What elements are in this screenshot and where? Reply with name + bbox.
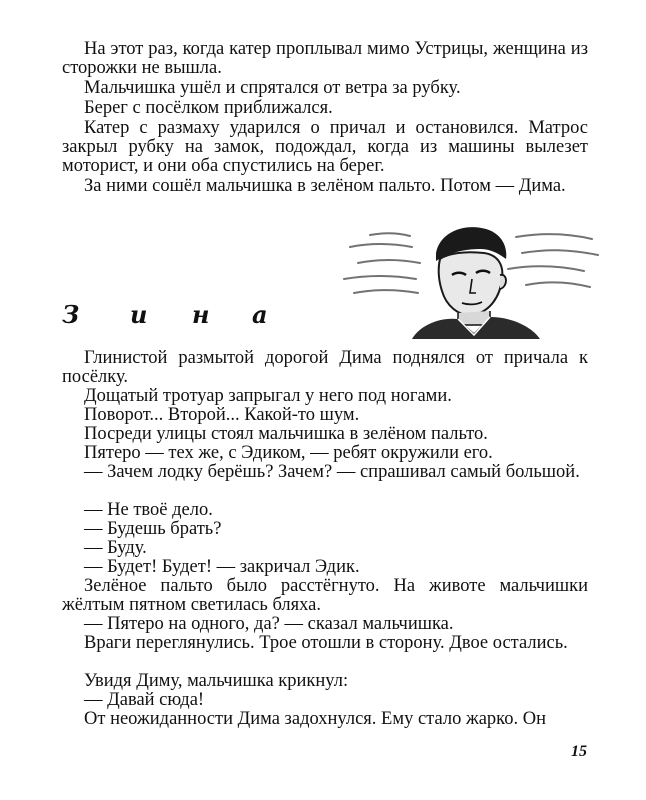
paragraph: На этот раз, когда катер проплывал мимо Устрицы, женщина из сторожки не вышла.	[62, 39, 588, 78]
paragraph: Враги переглянулись. Трое отошли в сторону. Двое остались.	[84, 633, 568, 653]
paragraph: — Давай сюда!	[84, 690, 205, 710]
heading-letter: и	[130, 300, 148, 329]
boy-portrait-illustration	[340, 213, 602, 339]
heading-letter: н	[192, 300, 210, 329]
paragraph: — Будет! Будет! — закричал Эдик.	[84, 557, 360, 577]
paragraph: — Не твоё дело.	[84, 500, 213, 520]
paragraph: Увидя Диму, мальчишка крикнул:	[84, 671, 349, 691]
heading-letter: а	[252, 300, 268, 329]
paragraph: Поворот... Второй... Какой-то шум.	[84, 405, 360, 425]
paragraph: Пятеро — тех же, с Эдиком, — ребят окружили его.	[84, 443, 493, 463]
paragraph: — Пятеро на одного, да? — сказал мальчишка.	[84, 614, 454, 634]
paragraph: Посреди улицы стоял мальчишка в зелёном пальто.	[84, 424, 488, 444]
paragraph: За ними сошёл мальчишка в зелёном пальто. Потом — Дима.	[84, 176, 566, 196]
paragraph: — Будешь брать?	[84, 519, 222, 539]
heading-letter: З	[62, 300, 80, 329]
paragraph: Дощатый тротуар запрыгал у него под ногами.	[84, 386, 452, 406]
paragraph: — Зачем лодку берёшь? Зачем? — спрашивал самый большой.	[84, 462, 580, 482]
paragraph: Берег с посёлком приближался.	[84, 98, 333, 118]
paragraph: Глинистой размытой дорогой Дима поднялся от причала к посёлку.	[62, 348, 588, 387]
chapter-heading	[62, 300, 322, 330]
paragraph: Зелёное пальто было расстёгнуто. На животе мальчишки жёлтым пятном светилась бляха.	[62, 576, 588, 615]
paragraph: Мальчишка ушёл и спрятался от ветра за рубку.	[84, 78, 461, 98]
paragraph: От неожиданности Дима задохнулся. Ему стало жарко. Он	[84, 709, 546, 729]
paragraph: Катер с размаху ударился о причал и остановился. Матрос закрыл рубку на замок, подождал, когда из машины вылезет моторист, и они оба спустились на берег.	[62, 118, 588, 176]
paragraph: — Буду.	[84, 538, 147, 558]
page-number: 15	[571, 743, 587, 760]
